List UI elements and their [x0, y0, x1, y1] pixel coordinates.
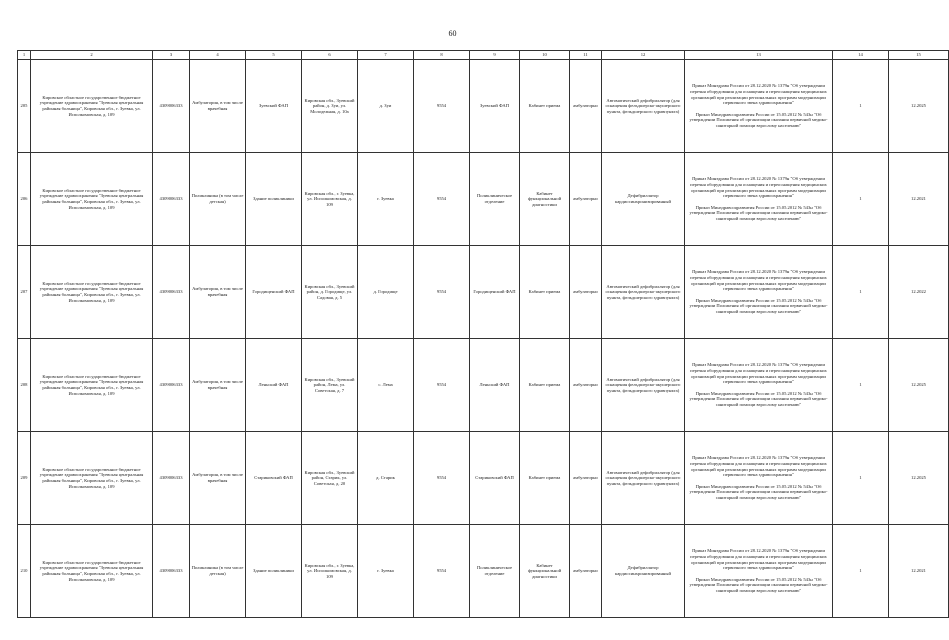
equipment-cell: Автоматический дефибриллятор (для оснащения фельдшерско-акушерского пункта, фельдшерского здравпункта) [602, 339, 685, 432]
unit-type-cell: Амбулатория, в том числе врачебная [190, 60, 246, 153]
basis-cell [685, 432, 833, 525]
code-cell: 9554 [414, 246, 470, 339]
department-cell: Поликлиническое отделение [470, 153, 520, 246]
date-cell: 12.2025 [889, 432, 949, 525]
column-header: 15 [889, 51, 949, 60]
unit-type-cell: Поликлиника (в том числе детская) [190, 525, 246, 618]
table-row [18, 525, 949, 618]
care-cell: амбулаторно [570, 246, 602, 339]
date-cell: 12.2021 [889, 525, 949, 618]
row-number: 209 [18, 432, 31, 525]
care-cell: амбулаторно [570, 525, 602, 618]
basis-cell [685, 339, 833, 432]
basis-order-2: Приказ Минздравсоцразвития России от 15.05.2012 № 543н "Об утверждении Положения об организации оказания первичной медико-санитарной помощи взрослому населению" [689, 204, 828, 221]
column-header: 14 [833, 51, 889, 60]
table-row [18, 246, 949, 339]
column-header: 10 [520, 51, 570, 60]
organization-cell: Кировское областное государственное бюджетное учреждение здравоохранения "Зуевская центральная районная больница", Кировская обл., г. Зуевка, ул. Исполкомовская, д. 109 [31, 246, 153, 339]
room-cell: Кабинет функциональной диагностики [520, 153, 570, 246]
settlement-cell: с. Лема [358, 339, 414, 432]
settlement-cell: д. Городище [358, 246, 414, 339]
basis-order-1: Приказ Минздрава России от 28.12.2020 № 1379н "Об утверждении перечня оборудования для оснащения и переоснащения медицинских организаций при реализации региональных программ модернизации первичного звена здравоохранения" [690, 455, 827, 478]
date-cell: 12.2025 [889, 339, 949, 432]
inn-cell: 4309006333 [153, 153, 190, 246]
organization-cell: Кировское областное государственное бюджетное учреждение здравоохранения "Зуевская центральная районная больница", Кировская обл., г. Зуевка, ул. Исполкомовская, д. 109 [31, 432, 153, 525]
inn-cell: 4309006333 [153, 246, 190, 339]
equipment-cell: Дефибриллятор кардиосинхронизированный [602, 525, 685, 618]
column-header: 8 [414, 51, 470, 60]
row-number: 205 [18, 60, 31, 153]
settlement-cell: г. Зуевка [358, 525, 414, 618]
unit-type-cell: Амбулатория, в том числе врачебная [190, 432, 246, 525]
equipment-cell: Дефибриллятор кардиосинхронизированный [602, 153, 685, 246]
row-number: 207 [18, 246, 31, 339]
basis-order-1: Приказ Минздрава России от 28.12.2020 № 1379н "Об утверждении перечня оборудования для оснащения и переоснащения медицинских организаций при реализации региональных программ модернизации первичного звена здравоохранения" [690, 548, 827, 571]
unit-name-cell: Леньский ФАП [246, 339, 302, 432]
column-header: 13 [685, 51, 833, 60]
room-cell: Кабинет функциональной диагностики [520, 525, 570, 618]
quantity-cell: 1 [833, 60, 889, 153]
address-cell: Кировская обл., Зуевский район, д. Городище, ул. Садовая, д. 5 [302, 246, 358, 339]
unit-name-cell: Зуевский ФАП [246, 60, 302, 153]
column-header: 5 [246, 51, 302, 60]
organization-cell: Кировское областное государственное бюджетное учреждение здравоохранения "Зуевская центральная районная больница", Кировская обл., г. Зуевка, ул. Исполкомовская, д. 109 [31, 153, 153, 246]
organization-cell: Кировское областное государственное бюджетное учреждение здравоохранения "Зуевская центральная районная больница", Кировская обл., г. Зуевка, ул. Исполкомовская, д. 109 [31, 339, 153, 432]
organization-cell: Кировское областное государственное бюджетное учреждение здравоохранения "Зуевская центральная районная больница", Кировская обл., г. Зуевка, ул. Исполкомовская, д. 109 [31, 525, 153, 618]
date-cell: 12.2025 [889, 60, 949, 153]
equipment-cell: Автоматический дефибриллятор (для оснащения фельдшерско-акушерского пункта, фельдшерского здравпункта) [602, 246, 685, 339]
table-row [18, 432, 949, 525]
settlement-cell: г. Зуевка [358, 153, 414, 246]
code-cell: 9554 [414, 60, 470, 153]
department-cell: Городищенский ФАП [470, 246, 520, 339]
column-header: 4 [190, 51, 246, 60]
code-cell: 9554 [414, 525, 470, 618]
basis-cell [685, 153, 833, 246]
quantity-cell: 1 [833, 246, 889, 339]
row-number: 210 [18, 525, 31, 618]
column-header: 9 [470, 51, 520, 60]
inn-cell: 4309006333 [153, 525, 190, 618]
column-header: 6 [302, 51, 358, 60]
department-cell: Зуевский ФАП [470, 60, 520, 153]
quantity-cell: 1 [833, 153, 889, 246]
basis-order-2: Приказ Минздравсоцразвития России от 15.05.2012 № 543н "Об утверждении Положения об организации оказания первичной медико-санитарной помощи взрослому населению" [689, 576, 828, 593]
address-cell: Кировская обл., Зуевский район, Старик, ул. Советская, д. 20 [302, 432, 358, 525]
unit-name-cell: Здание поликлиники [246, 525, 302, 618]
date-cell: 12.2021 [889, 153, 949, 246]
inn-cell: 4309006333 [153, 60, 190, 153]
address-cell: Кировская обл., г. Зуевка, ул. Исполкомовская, д. 109 [302, 525, 358, 618]
basis-order-2: Приказ Минздравсоцразвития России от 15.05.2012 № 543н "Об утверждении Положения об организации оказания первичной медико-санитарной помощи взрослому населению" [689, 390, 828, 407]
basis-cell [685, 525, 833, 618]
room-cell: Кабинет приема [520, 60, 570, 153]
header-row [18, 51, 949, 60]
unit-name-cell: Городищенский ФАП [246, 246, 302, 339]
basis-order-1: Приказ Минздрава России от 28.12.2020 № 1379н "Об утверждении перечня оборудования для оснащения и переоснащения медицинских организаций при реализации региональных программ модернизации первичного звена здравоохранения" [690, 269, 827, 292]
column-header: 11 [570, 51, 602, 60]
address-cell: Кировская обл., г. Зуевка, ул. Исполкомовская, д. 109 [302, 153, 358, 246]
department-cell: Леньский ФАП [470, 339, 520, 432]
code-cell: 9554 [414, 153, 470, 246]
department-cell: Поликлиническое отделение [470, 525, 520, 618]
table-row [18, 153, 949, 246]
settlement-cell: д. Старик [358, 432, 414, 525]
equipment-table [17, 50, 949, 618]
quantity-cell: 1 [833, 339, 889, 432]
room-cell: Кабинет приема [520, 339, 570, 432]
address-cell: Кировская обл., Зуевский район, Лема, ул. Советская, д. 7 [302, 339, 358, 432]
code-cell: 9554 [414, 339, 470, 432]
date-cell: 12.2022 [889, 246, 949, 339]
basis-order-2: Приказ Минздравсоцразвития России от 15.05.2012 № 543н "Об утверждении Положения об организации оказания первичной медико-санитарной помощи взрослому населению" [689, 297, 828, 314]
column-header: 12 [602, 51, 685, 60]
quantity-cell: 1 [833, 525, 889, 618]
department-cell: Стариковский ФАП [470, 432, 520, 525]
row-number: 206 [18, 153, 31, 246]
quantity-cell: 1 [833, 432, 889, 525]
page-number: 60 [448, 29, 457, 38]
basis-order-2: Приказ Минздравсоцразвития России от 15.05.2012 № 543н "Об утверждении Положения об организации оказания первичной медико-санитарной помощи взрослому населению" [689, 111, 828, 128]
unit-type-cell: Амбулатория, в том числе врачебная [190, 339, 246, 432]
equipment-cell: Автоматический дефибриллятор (для оснащения фельдшерско-акушерского пункта, фельдшерского здравпункта) [602, 432, 685, 525]
unit-name-cell: Стариковский ФАП [246, 432, 302, 525]
table-row [18, 339, 949, 432]
basis-order-1: Приказ Минздрава России от 28.12.2020 № 1379н "Об утверждении перечня оборудования для оснащения и переоснащения медицинских организаций при реализации региональных программ модернизации первичного звена здравоохранения" [690, 83, 827, 106]
basis-cell [685, 246, 833, 339]
column-header: 7 [358, 51, 414, 60]
inn-cell: 4309006333 [153, 432, 190, 525]
care-cell: амбулаторно [570, 432, 602, 525]
column-header: 2 [31, 51, 153, 60]
care-cell: амбулаторно [570, 339, 602, 432]
column-header: 3 [153, 51, 190, 60]
basis-order-1: Приказ Минздрава России от 28.12.2020 № 1379н "Об утверждении перечня оборудования для оснащения и переоснащения медицинских организаций при реализации региональных программ модернизации первичного звена здравоохранения" [690, 362, 827, 385]
basis-order-1: Приказ Минздрава России от 28.12.2020 № 1379н "Об утверждении перечня оборудования для оснащения и переоснащения медицинских организаций при реализации региональных программ модернизации первичного звена здравоохранения" [690, 176, 827, 199]
room-cell: Кабинет приема [520, 246, 570, 339]
equipment-cell: Автоматический дефибриллятор (для оснащения фельдшерско-акушерского пункта, фельдшерского здравпункта) [602, 60, 685, 153]
care-cell: амбулаторно [570, 153, 602, 246]
unit-name-cell: Здание поликлиники [246, 153, 302, 246]
column-header: 1 [18, 51, 31, 60]
basis-order-2: Приказ Минздравсоцразвития России от 15.05.2012 № 543н "Об утверждении Положения об организации оказания первичной медико-санитарной помощи взрослому населению" [689, 483, 828, 500]
settlement-cell: д. Зуи [358, 60, 414, 153]
inn-cell: 4309006333 [153, 339, 190, 432]
row-number: 208 [18, 339, 31, 432]
basis-cell [685, 60, 833, 153]
room-cell: Кабинет приема [520, 432, 570, 525]
organization-cell: Кировское областное государственное бюджетное учреждение здравоохранения "Зуевская центральная районная больница", Кировская обл., г. Зуевка, ул. Исполкомовская, д. 109 [31, 60, 153, 153]
care-cell: амбулаторно [570, 60, 602, 153]
unit-type-cell: Поликлиника (в том числе детская) [190, 153, 246, 246]
code-cell: 9554 [414, 432, 470, 525]
table-row [18, 60, 949, 153]
unit-type-cell: Амбулатория, в том числе врачебная [190, 246, 246, 339]
address-cell: Кировская обл., Зуевский район, д. Зуи, ул. Молодежная, д. 10а [302, 60, 358, 153]
